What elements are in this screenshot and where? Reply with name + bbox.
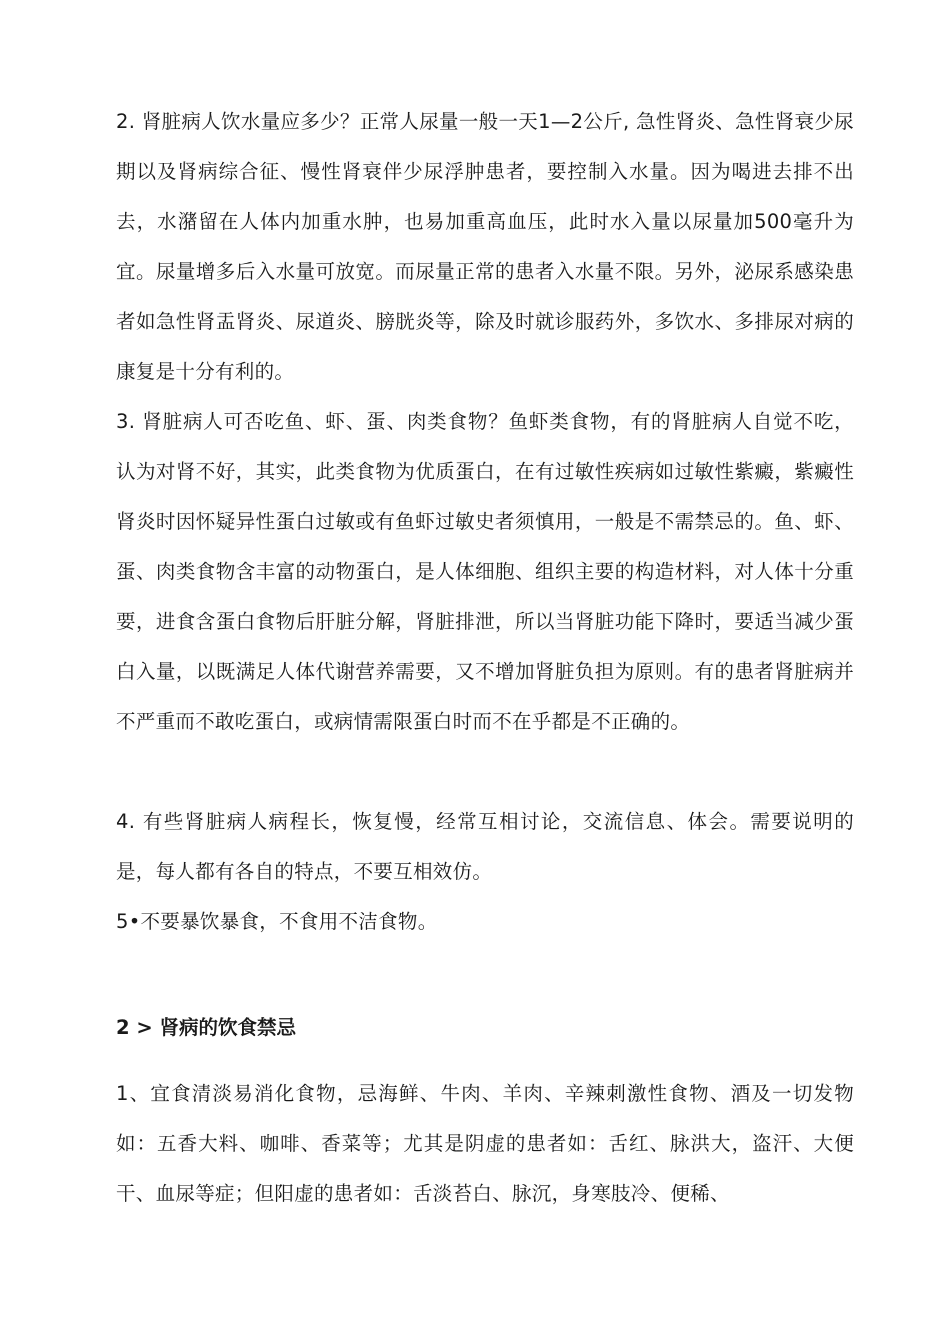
- section-heading: 2 > 肾病的饮食禁忌: [116, 1016, 296, 1039]
- paragraph-individual-differences: 4. 有些肾脏病人病程长，恢复慢，经常互相讨论，交流信息、体会。需要说明的是，每人都有各自的特点，不要互相效仿。: [116, 810, 854, 883]
- paragraph-water-intake: 2. 肾脏病人饮水量应多少？正常人尿量一般一天1—2公斤, 急性肾炎、急性肾衰少尿期以及肾病综合征、慢性肾衰伴少尿浮肿患者，要控制入水量。因为喝进去排不出去，水潴留在人体内加重水肿，也易加重高血压，此时水入量以尿量加500毫升为宜。尿量增多后入水量可放宽。而尿量正常的患者入水量不限。另外，泌尿系感染患者如急性肾盂肾炎、尿道炎、膀胱炎等，除及时就诊服药外，多饮水、多排尿对病的康复是十分有利的。: [116, 110, 854, 383]
- paragraph-protein-foods: 3. 肾脏病人可否吃鱼、虾、蛋、肉类食物？鱼虾类食物，有的肾脏病人自觉不吃，认为对肾不好，其实，此类食物为优质蛋白，在有过敏性疾病如过敏性紫癜，紫癜性肾炎时因怀疑异性蛋白过敏或有鱼虾过敏史者须慎用，一般是不需禁忌的。鱼、虾、蛋、肉类食物含丰富的动物蛋白，是人体细胞、组织主要的构造材料，对人体十分重要，进食含蛋白食物后肝脏分解，肾脏排泄，所以当肾脏功能下降时，要适当减少蛋白入量，以既满足人体代谢营养需要，又不增加肾脏负担为原则。有的患者肾脏病并不严重而不敢吃蛋白，或病情需限蛋白时而不在乎都是不正确的。: [116, 410, 854, 733]
- paragraph-no-overeating: 5•不要暴饮暴食，不食用不洁食物。: [116, 910, 438, 933]
- paragraph-diet-taboos: 1、宜食清淡易消化食物，忌海鲜、牛肉、羊肉、辛辣刺激性食物、酒及一切发物如：五香大料、咖啡、香菜等；尤其是阴虚的患者如：舌红、脉洪大，盗汗、大便干、血尿等症；但阳虚的患者如：舌淡苔白、脉沉，身寒肢冷、便稀、: [116, 1082, 854, 1205]
